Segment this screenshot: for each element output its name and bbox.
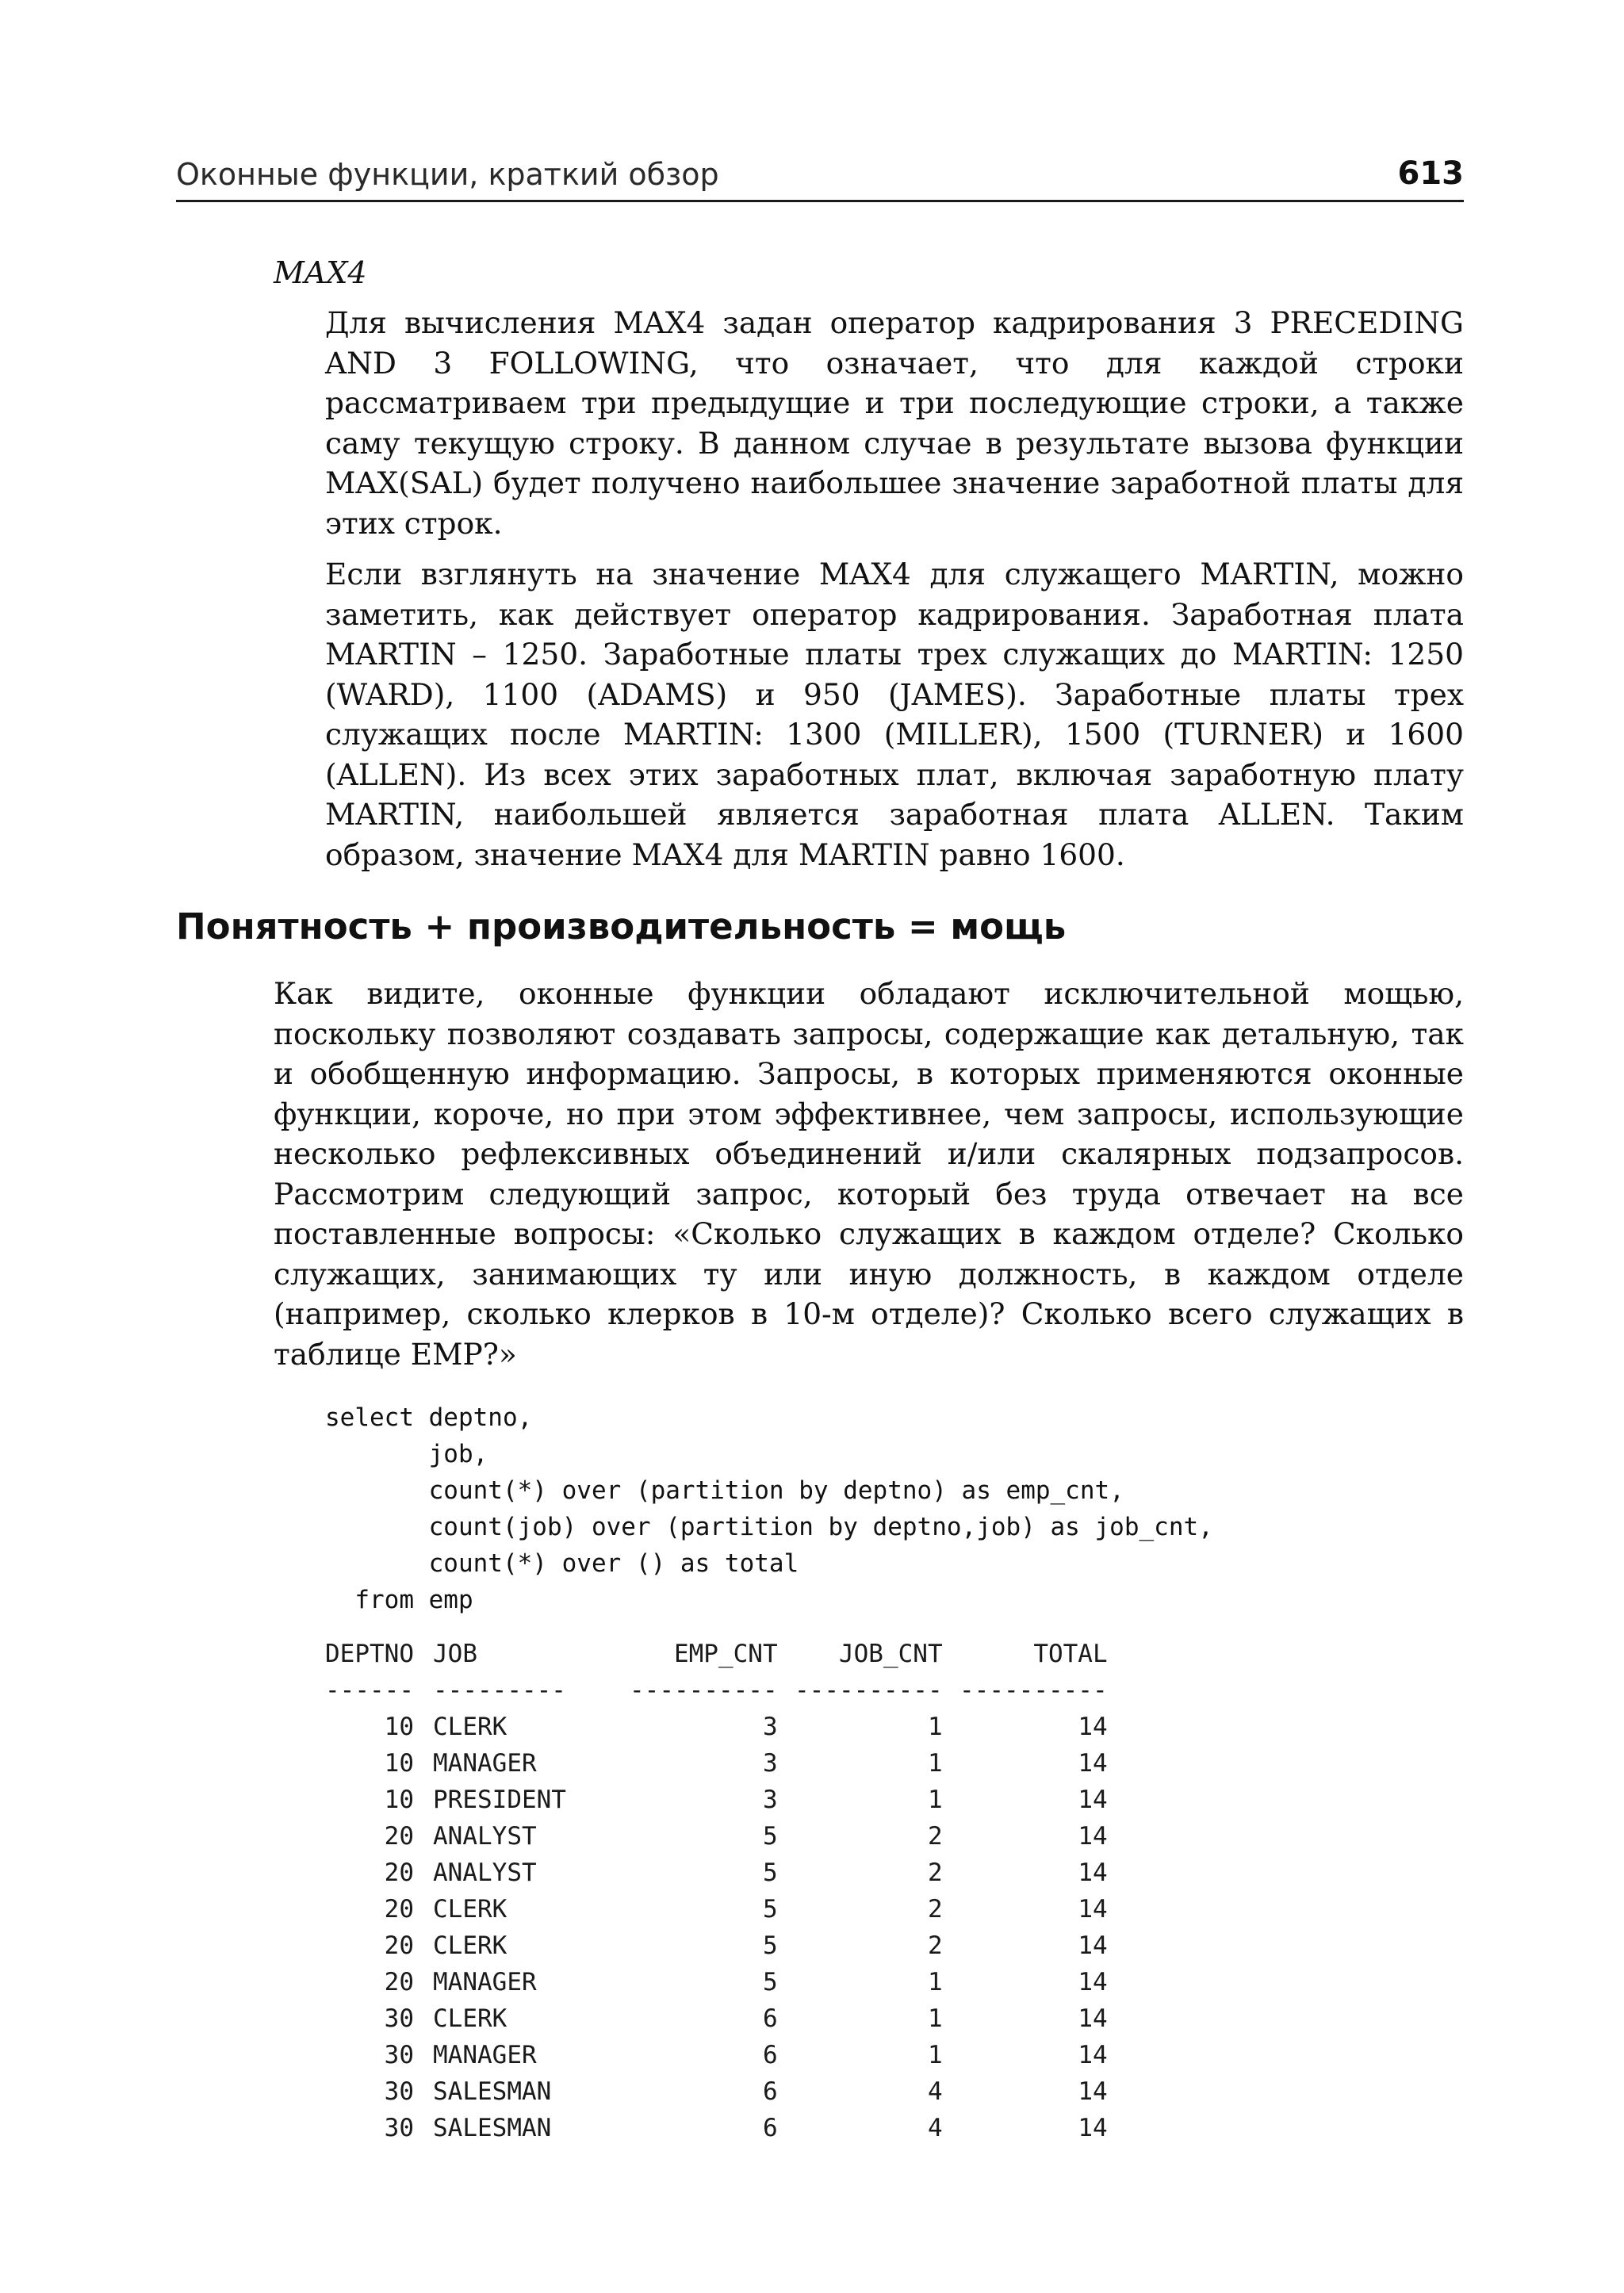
cell-job: CLERK bbox=[433, 1895, 508, 1924]
column-header-job: JOB bbox=[433, 1640, 477, 1668]
running-head bbox=[176, 151, 1464, 202]
cell-emp-cnt: 5 bbox=[762, 1968, 778, 1996]
cell-emp-cnt: 6 bbox=[762, 2114, 778, 2142]
column-header-deptno: DEPTNO bbox=[325, 1640, 414, 1668]
table-row bbox=[325, 1745, 1108, 1782]
separator-dashes: --------- bbox=[433, 1676, 566, 1705]
cell-emp-cnt: 5 bbox=[762, 1859, 778, 1887]
cell-emp-cnt: 6 bbox=[762, 2004, 778, 2033]
cell-job: ANALYST bbox=[433, 1859, 537, 1887]
cell-job-cnt: 2 bbox=[927, 1895, 943, 1924]
cell-deptno: 20 bbox=[384, 1968, 414, 1996]
cell-job-cnt: 2 bbox=[927, 1822, 943, 1851]
cell-emp-cnt: 3 bbox=[762, 1786, 778, 1814]
cell-deptno: 30 bbox=[384, 2114, 414, 2142]
cell-deptno: 20 bbox=[384, 1895, 414, 1924]
section-body bbox=[274, 974, 1464, 1385]
table-row bbox=[325, 1964, 1108, 2000]
definition-paragraph: Если взглянуть на значение MAX4 для служащего MARTIN, можно заметить, как действует оператор кадрирования. Заработная плата MARTIN – 1250. Заработные платы трех служащих до MARTIN: 1250 (WARD), 1100 (ADAMS) и 950 (JAMES). Заработные платы трех служащих после MARTIN: 1300 (MILLER), 1500 (TURNER) и 1600 (ALLEN). Из всех этих заработных плат, включая заработную плату MARTIN, наибольшей является заработная плата ALLEN. Таким образом, значение MAX4 для MARTIN равно 1600. bbox=[325, 557, 1464, 872]
cell-job: MANAGER bbox=[433, 2041, 537, 2069]
cell-deptno: 20 bbox=[384, 1859, 414, 1887]
cell-deptno: 30 bbox=[384, 2077, 414, 2106]
table-body bbox=[325, 1709, 1108, 2146]
cell-job-cnt: 1 bbox=[927, 1713, 943, 1741]
cell-job: CLERK bbox=[433, 2004, 508, 2033]
table-row bbox=[325, 2110, 1108, 2146]
cell-job: MANAGER bbox=[433, 1749, 537, 1778]
cell-total: 14 bbox=[1078, 1713, 1108, 1741]
table-header-row bbox=[325, 1636, 1108, 1672]
cell-job: SALESMAN bbox=[433, 2114, 552, 2142]
cell-job: CLERK bbox=[433, 1931, 508, 1960]
cell-job: CLERK bbox=[433, 1713, 508, 1741]
cell-job-cnt: 1 bbox=[927, 1786, 943, 1814]
cell-job-cnt: 4 bbox=[927, 2077, 943, 2106]
cell-deptno: 30 bbox=[384, 2004, 414, 2033]
separator-dashes: ---------- bbox=[795, 1676, 943, 1705]
cell-total: 14 bbox=[1078, 1968, 1108, 1996]
table-row bbox=[325, 1709, 1108, 1745]
cell-job-cnt: 1 bbox=[927, 2041, 943, 2069]
running-head-title: Оконные функции, краткий обзор bbox=[176, 157, 719, 192]
separator-dashes: ---------- bbox=[630, 1676, 778, 1705]
cell-total: 14 bbox=[1078, 2114, 1108, 2142]
cell-emp-cnt: 5 bbox=[762, 1931, 778, 1960]
definition-paragraph: Для вычисления MAX4 задан оператор кадрирования 3 PRECEDING AND 3 FOLLOWING, что означает, что для каждой строки рассматриваем три предыдущие и три последующие строки, а также саму текущую строку. В данном случае в результате вызова функции MAX(SAL) будет получено наибольшее значение заработной платы для этих строк. bbox=[325, 305, 1464, 541]
section-heading: Понятность + производительность = мощь bbox=[176, 905, 1067, 947]
table-row bbox=[325, 1891, 1108, 1927]
separator-dashes: ---------- bbox=[959, 1676, 1108, 1705]
cell-job-cnt: 1 bbox=[927, 2004, 943, 2033]
cell-total: 14 bbox=[1078, 1931, 1108, 1960]
cell-total: 14 bbox=[1078, 1749, 1108, 1778]
cell-emp-cnt: 6 bbox=[762, 2041, 778, 2069]
cell-job-cnt: 1 bbox=[927, 1749, 943, 1778]
table-separator-row bbox=[325, 1672, 1108, 1709]
section-paragraph: Как видите, оконные функции обладают исключительной мощью, поскольку позволяют создавать запросы, содержащие как детальную, так и обобщенную информацию. Запросы, в которых применяются оконные функции, короче, но при этом эффективнее, чем запросы, использующие несколько рефлексивных объединений и/или скалярных подзапросов. Рассмотрим следующий запрос, который без труда отвечает на все поставленные вопросы: «Сколько служащих в каждом отделе? Сколько служащих, занимающих ту или иную должность, в каждом отделе (например, сколько клерков в 10-м отделе)? Сколько всего служащих в таблице EMP?» bbox=[274, 976, 1464, 1372]
cell-deptno: 20 bbox=[384, 1931, 414, 1960]
cell-job: MANAGER bbox=[433, 1968, 537, 1996]
table-row bbox=[325, 1782, 1108, 1818]
cell-deptno: 20 bbox=[384, 1822, 414, 1851]
cell-deptno: 10 bbox=[384, 1786, 414, 1814]
query-result-table bbox=[325, 1636, 1108, 2146]
cell-total: 14 bbox=[1078, 2041, 1108, 2069]
cell-deptno: 30 bbox=[384, 2041, 414, 2069]
definition-body bbox=[325, 303, 1464, 886]
table-row bbox=[325, 2073, 1108, 2110]
table-row bbox=[325, 2037, 1108, 2073]
cell-emp-cnt: 6 bbox=[762, 2077, 778, 2106]
column-header-total: TOTAL bbox=[1033, 1640, 1108, 1668]
cell-total: 14 bbox=[1078, 1822, 1108, 1851]
cell-deptno: 10 bbox=[384, 1749, 414, 1778]
sql-code-listing: select deptno, job, count(*) over (partition by deptno) as emp_cnt, count(job) over (partition by deptno,job) as job_cnt, count(*) over () as total from emp bbox=[325, 1403, 1213, 1614]
cell-total: 14 bbox=[1078, 2077, 1108, 2106]
cell-emp-cnt: 3 bbox=[762, 1749, 778, 1778]
cell-job-cnt: 1 bbox=[927, 1968, 943, 1996]
cell-total: 14 bbox=[1078, 2004, 1108, 2033]
page-number: 613 bbox=[1397, 155, 1464, 192]
cell-job: ANALYST bbox=[433, 1822, 537, 1851]
cell-total: 14 bbox=[1078, 1895, 1108, 1924]
column-header-emp-cnt: EMP_CNT bbox=[673, 1640, 778, 1668]
cell-job-cnt: 2 bbox=[927, 1859, 943, 1887]
table-row bbox=[325, 1855, 1108, 1891]
definition-term: MAX4 bbox=[274, 255, 367, 290]
cell-job: PRESIDENT bbox=[433, 1786, 566, 1814]
cell-job-cnt: 2 bbox=[927, 1931, 943, 1960]
table-row bbox=[325, 1927, 1108, 1964]
table-row bbox=[325, 2000, 1108, 2037]
column-header-job-cnt: JOB_CNT bbox=[838, 1640, 943, 1668]
cell-emp-cnt: 5 bbox=[762, 1895, 778, 1924]
cell-deptno: 10 bbox=[384, 1713, 414, 1741]
cell-emp-cnt: 5 bbox=[762, 1822, 778, 1851]
cell-total: 14 bbox=[1078, 1786, 1108, 1814]
cell-job: SALESMAN bbox=[433, 2077, 552, 2106]
cell-total: 14 bbox=[1078, 1859, 1108, 1887]
cell-job-cnt: 4 bbox=[927, 2114, 943, 2142]
cell-emp-cnt: 3 bbox=[762, 1713, 778, 1741]
table-row bbox=[325, 1818, 1108, 1855]
separator-dashes: ------ bbox=[325, 1676, 414, 1705]
